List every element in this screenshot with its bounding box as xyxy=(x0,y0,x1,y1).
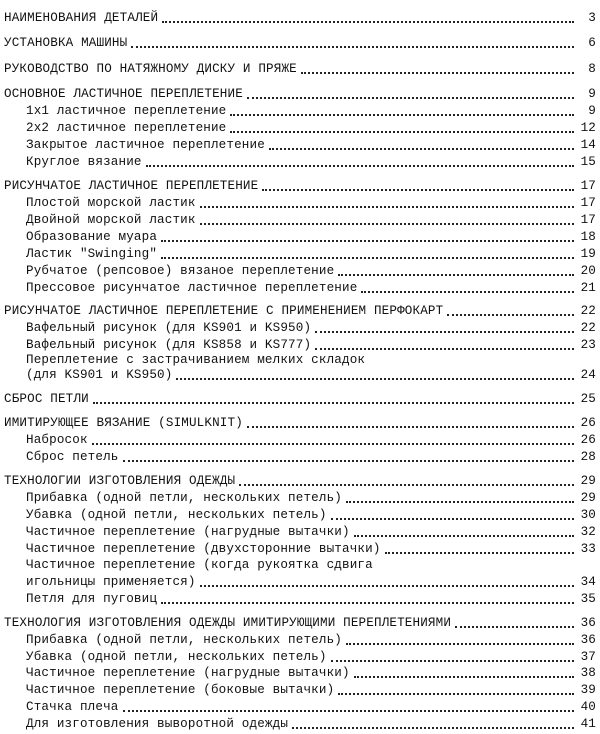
toc-page-number: 8 xyxy=(588,62,596,76)
dot-leader xyxy=(161,257,574,259)
toc-entry xyxy=(0,664,600,681)
dot-leader xyxy=(315,331,574,333)
toc-page-number: 17 xyxy=(580,179,596,193)
toc-page-number: 35 xyxy=(580,592,596,606)
toc-entry-title: Двойной морской ластик xyxy=(0,213,196,228)
toc-entry-title: 1x1 ластичное переплетение xyxy=(0,104,226,119)
toc-entry xyxy=(0,648,600,665)
dot-leader xyxy=(200,206,574,208)
toc-entry xyxy=(0,506,600,523)
toc-page-number: 29 xyxy=(580,474,596,488)
toc-page-number: 3 xyxy=(588,11,596,25)
toc-entry xyxy=(0,279,600,296)
dot-leader xyxy=(331,660,574,662)
toc-entry-title: ТЕХНОЛОГИИ ИЗГОТОВЛЕНИЯ ОДЕЖДЫ xyxy=(0,474,235,489)
toc-page-number: 26 xyxy=(580,416,596,430)
toc-entry xyxy=(0,119,600,136)
toc-section-heading xyxy=(0,614,600,631)
dot-leader xyxy=(447,314,574,316)
dot-leader xyxy=(338,693,574,695)
dot-leader xyxy=(162,21,574,23)
toc-section-heading xyxy=(0,9,600,26)
toc-page-number: 39 xyxy=(580,683,596,697)
dot-leader xyxy=(93,402,574,404)
toc-entry xyxy=(0,631,600,648)
toc-page-number: 14 xyxy=(580,138,596,152)
toc-entry xyxy=(0,153,600,170)
toc-entry xyxy=(0,523,600,540)
toc-section-heading xyxy=(0,390,600,407)
toc-page-number: 24 xyxy=(580,368,596,382)
toc-page-number: 20 xyxy=(580,264,596,278)
toc-entry-title: (для KS901 и KS950) xyxy=(0,368,172,383)
toc-entry xyxy=(0,245,600,262)
toc-entry xyxy=(0,102,600,119)
toc-entry xyxy=(0,448,600,465)
toc-entry-title: игольницы применяется) xyxy=(0,575,196,590)
toc-page-number: 30 xyxy=(580,508,596,522)
dot-leader xyxy=(92,443,574,445)
toc-entry-title: Частичное переплетение (нагрудные вытачки) xyxy=(0,525,350,540)
toc-page-number: 6 xyxy=(588,36,596,50)
dot-leader xyxy=(301,72,574,74)
toc-page-number: 36 xyxy=(580,616,596,630)
toc-page-number: 34 xyxy=(580,575,596,589)
toc-page-number: 17 xyxy=(580,196,596,210)
toc-entry-title: Прибавка (одной петли, нескольких петель) xyxy=(0,491,342,506)
toc-section-heading xyxy=(0,414,600,431)
toc-page-number: 33 xyxy=(580,542,596,556)
toc-entry xyxy=(0,573,600,590)
toc-page-number: 17 xyxy=(580,213,596,227)
toc-entry-title: Прибавка (одной петли, нескольких петель) xyxy=(0,633,342,648)
toc-entry xyxy=(0,366,600,383)
toc-section-heading xyxy=(0,177,600,194)
dot-leader xyxy=(269,148,574,150)
toc-entry-title: Круглое вязание xyxy=(0,155,142,170)
dot-leader xyxy=(315,348,574,350)
dot-leader xyxy=(262,189,574,191)
dot-leader xyxy=(455,626,574,628)
dot-leader xyxy=(161,602,574,604)
toc-section-heading xyxy=(0,472,600,489)
toc-entry xyxy=(0,590,600,607)
toc-section-heading xyxy=(0,60,600,77)
dot-leader xyxy=(161,240,574,242)
toc-page-number: 32 xyxy=(580,525,596,539)
toc-entry xyxy=(0,681,600,698)
toc-entry-title: УСТАНОВКА МАШИНЫ xyxy=(0,36,127,51)
dot-leader xyxy=(247,97,574,99)
dot-leader xyxy=(131,46,574,48)
toc-entry xyxy=(0,319,600,336)
toc-page-number: 25 xyxy=(580,392,596,406)
toc-entry-title: Частичное переплетение (боковые вытачки) xyxy=(0,683,334,698)
toc-entry xyxy=(0,556,600,573)
toc-entry-title: ТЕХНОЛОГИЯ ИЗГОТОВЛЕНИЯ ОДЕЖДЫ ИМИТИРУЮЩИМИ ПЕРЕПЛЕТЕНИЯМИ xyxy=(0,616,451,631)
toc-page-number: 22 xyxy=(580,321,596,335)
toc-entry-title: Вафельный рисунок (для KS858 и KS777) xyxy=(0,338,311,353)
toc-entry xyxy=(0,136,600,153)
dot-leader xyxy=(146,165,574,167)
toc-page-number: 23 xyxy=(580,338,596,352)
toc-section-heading xyxy=(0,85,600,102)
toc-page-number: 29 xyxy=(580,491,596,505)
dot-leader xyxy=(346,643,574,645)
toc-entry-title: Ластик "Swinging" xyxy=(0,247,157,262)
toc-entry-title: Частичное переплетение (двухсторонние вытачки) xyxy=(0,542,381,557)
dot-leader xyxy=(230,114,574,116)
toc-page-number: 22 xyxy=(580,304,596,318)
toc-page-number: 9 xyxy=(588,104,596,118)
toc-section-heading xyxy=(0,34,600,51)
toc-entry-title: Для изготовления выворотной одежды xyxy=(0,717,288,732)
toc-entry-title: Петля для пуговиц xyxy=(0,592,157,607)
toc-entry-title: Плостой морской ластик xyxy=(0,196,196,211)
toc-entry-title: РИСУНЧАТОЕ ЛАСТИЧНОЕ ПЕРЕПЛЕТЕНИЕ С ПРИМЕНЕНИЕМ ПЕРФОКАРТ xyxy=(0,304,443,319)
dot-leader xyxy=(123,710,575,712)
toc-page-number: 40 xyxy=(580,700,596,714)
toc-entry-title: Рубчатое (репсовое) вязаное переплетение xyxy=(0,264,334,279)
toc-entry-title: Набросок xyxy=(0,433,88,448)
toc-entry xyxy=(0,540,600,557)
toc-page-number: 38 xyxy=(580,666,596,680)
dot-leader xyxy=(292,727,574,729)
toc-entry xyxy=(0,194,600,211)
toc-entry-title: Закрытое ластичное переплетение xyxy=(0,138,265,153)
toc-page-number: 37 xyxy=(580,650,596,664)
dot-leader xyxy=(200,585,574,587)
toc-entry-title: Образование муара xyxy=(0,230,157,245)
dot-leader xyxy=(247,426,574,428)
dot-leader xyxy=(346,501,574,503)
dot-leader xyxy=(200,223,574,225)
toc-entry xyxy=(0,262,600,279)
toc-entry xyxy=(0,228,600,245)
toc-section-heading xyxy=(0,302,600,319)
toc-entry-title: РУКОВОДСТВО ПО НАТЯЖНОМУ ДИСКУ И ПРЯЖЕ xyxy=(0,62,297,77)
toc-entry-title: Переплетение с застрачиванием мелких складок xyxy=(0,353,365,368)
toc-entry xyxy=(0,489,600,506)
toc-page-number: 18 xyxy=(580,230,596,244)
dot-leader xyxy=(239,484,574,486)
toc-entry xyxy=(0,698,600,715)
toc-entry xyxy=(0,431,600,448)
dot-leader xyxy=(338,274,574,276)
toc-entry-title: НАИМЕНОВАНИЯ ДЕТАЛЕЙ xyxy=(0,11,158,26)
toc-page-number: 26 xyxy=(580,433,596,447)
dot-leader xyxy=(354,535,574,537)
toc-page-number: 21 xyxy=(580,281,596,295)
toc-page-number: 12 xyxy=(580,121,596,135)
dot-leader xyxy=(176,378,574,380)
toc-entry-title: 2x2 ластичное переплетение xyxy=(0,121,226,136)
dot-leader xyxy=(331,518,574,520)
toc-entry-title: Убавка (одной петли, нескольких петель) xyxy=(0,650,327,665)
dot-leader xyxy=(230,131,574,133)
toc-entry-title: Вафельный рисунок (для KS901 и KS950) xyxy=(0,321,311,336)
toc-entry-title: СБРОС ПЕТЛИ xyxy=(0,392,89,407)
toc-page-number: 9 xyxy=(588,87,596,101)
toc-page-number: 36 xyxy=(580,633,596,647)
toc-page-number: 19 xyxy=(580,247,596,261)
toc-entry-title: Сброс петель xyxy=(0,450,119,465)
toc-page-number: 15 xyxy=(580,155,596,169)
toc-entry-title: ОСНОВНОЕ ЛАСТИЧНОЕ ПЕРЕПЛЕТЕНИЕ xyxy=(0,87,243,102)
toc-page-number: 41 xyxy=(580,717,596,731)
dot-leader xyxy=(123,460,575,462)
toc-entry-title: Частичное переплетение (когда рукоятка сдвига xyxy=(0,558,373,573)
dot-leader xyxy=(385,552,574,554)
toc-entry-title: Стачка плеча xyxy=(0,700,119,715)
toc-entry-title: Прессовое рисунчатое ластичное переплетение xyxy=(0,281,357,296)
dot-leader xyxy=(354,676,574,678)
dot-leader xyxy=(361,291,574,293)
toc-entry xyxy=(0,715,600,732)
toc-entry-title: Убавка (одной петли, нескольких петель) xyxy=(0,508,327,523)
toc-entry xyxy=(0,211,600,228)
toc-page-number: 28 xyxy=(580,450,596,464)
toc-entry-title: РИСУНЧАТОЕ ЛАСТИЧНОЕ ПЕРЕПЛЕТЕНИЕ xyxy=(0,179,258,194)
toc-entry-title: ИМИТИРУЮЩЕЕ ВЯЗАНИЕ (SIMULKNIT) xyxy=(0,416,243,431)
toc-entry-title: Частичное переплетение (нагрудные вытачки) xyxy=(0,666,350,681)
